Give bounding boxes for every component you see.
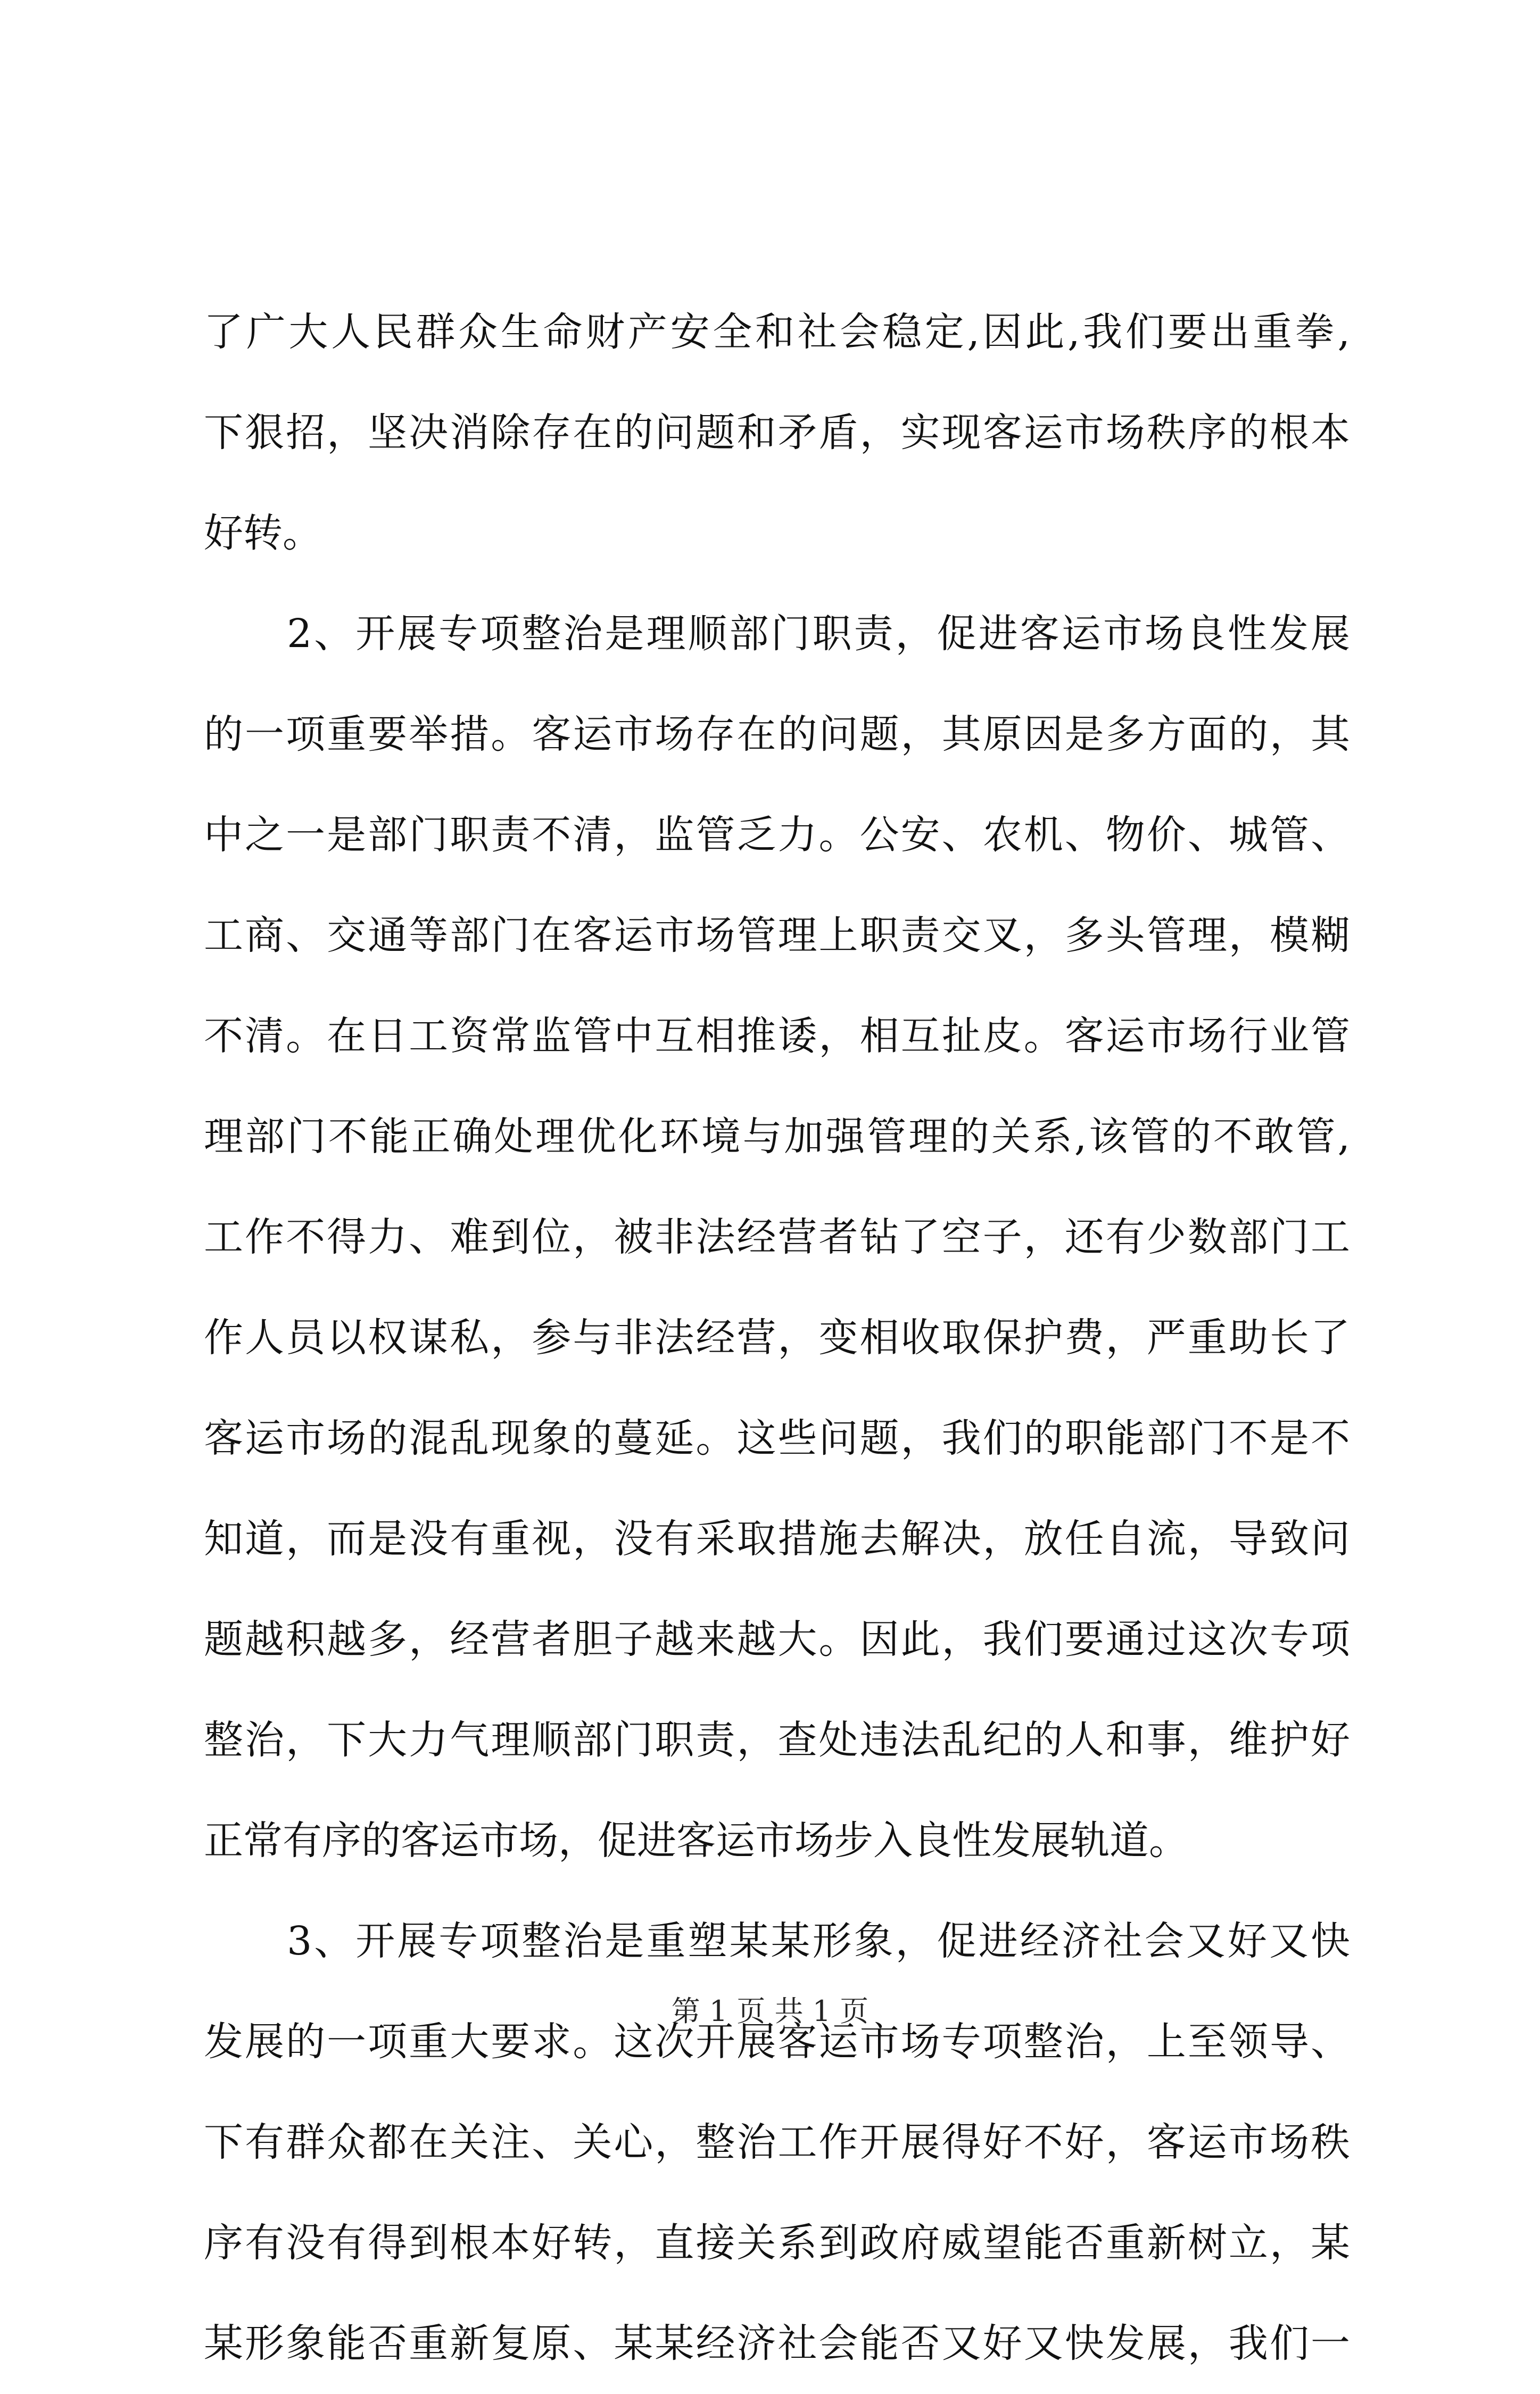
text-line: 不清。在日工资常监管中互相推诿，相互扯皮。客运市场行业管 bbox=[204, 1013, 1350, 1059]
text-line: 题越积越多，经营者胆子越来越大。因此，我们要通过这次专项 bbox=[204, 1617, 1350, 1662]
text-line: 好转。 bbox=[204, 510, 322, 556]
text-line: 下狠招，坚决消除存在的问题和矛盾，实现客运市场秩序的根本 bbox=[204, 410, 1350, 455]
text-line: 理部门不能正确处理优化环境与加强管理的关系,该管的不敢管, bbox=[204, 1114, 1350, 1159]
text-line: 2、开展专项整治是理顺部门职责，促进客运市场良性发展 bbox=[204, 611, 1350, 657]
text-line: 的一项重要举措。客运市场存在的问题，其原因是多方面的，其 bbox=[204, 711, 1350, 757]
text-line: 工作不得力、难到位，被非法经营者钻了空子，还有少数部门工 bbox=[204, 1214, 1350, 1260]
text-line: 整治，下大力气理顺部门职责，查处违法乱纪的人和事，维护好 bbox=[204, 1717, 1350, 1763]
text-line: 某形象能否重新复原、某某经济社会能否又好又快发展，我们一 bbox=[204, 2321, 1350, 2366]
text-line: 作人员以权谋私，参与非法经营，变相收取保护费，严重助长了 bbox=[204, 1315, 1350, 1361]
text-line: 工商、交通等部门在客运市场管理上职责交叉，多头管理，模糊 bbox=[204, 913, 1350, 958]
text-line: 知道，而是没有重视，没有采取措施去解决，放任自流，导致问 bbox=[204, 1516, 1350, 1562]
body-text bbox=[204, 282, 1350, 2394]
text-line: 下有群众都在关注、关心，整治工作开展得好不好，客运市场秩 bbox=[204, 2119, 1350, 2165]
text-line: 发展的一项重大要求。这次开展客运市场专项整治，上至领导、 bbox=[204, 2019, 1350, 2065]
text-line: 中之一是部门职责不清，监管乏力。公安、农机、物价、城管、 bbox=[204, 812, 1350, 858]
text-line: 3、开展专项整治是重塑某某形象，促进经济社会又好又快 bbox=[204, 1918, 1350, 1964]
text-line: 客运市场的混乱现象的蔓延。这些问题，我们的职能部门不是不 bbox=[204, 1415, 1350, 1461]
page-footer: 第 1 页 共 1 页 bbox=[671, 1994, 869, 2028]
text-line: 了广大人民群众生命财产安全和社会稳定,因此,我们要出重拳, bbox=[204, 309, 1350, 355]
text-line: 正常有序的客运市场，促进客运市场步入良性发展轨道。 bbox=[204, 1818, 1188, 1863]
text-line: 序有没有得到根本好转，直接关系到政府威望能否重新树立，某 bbox=[204, 2220, 1350, 2266]
